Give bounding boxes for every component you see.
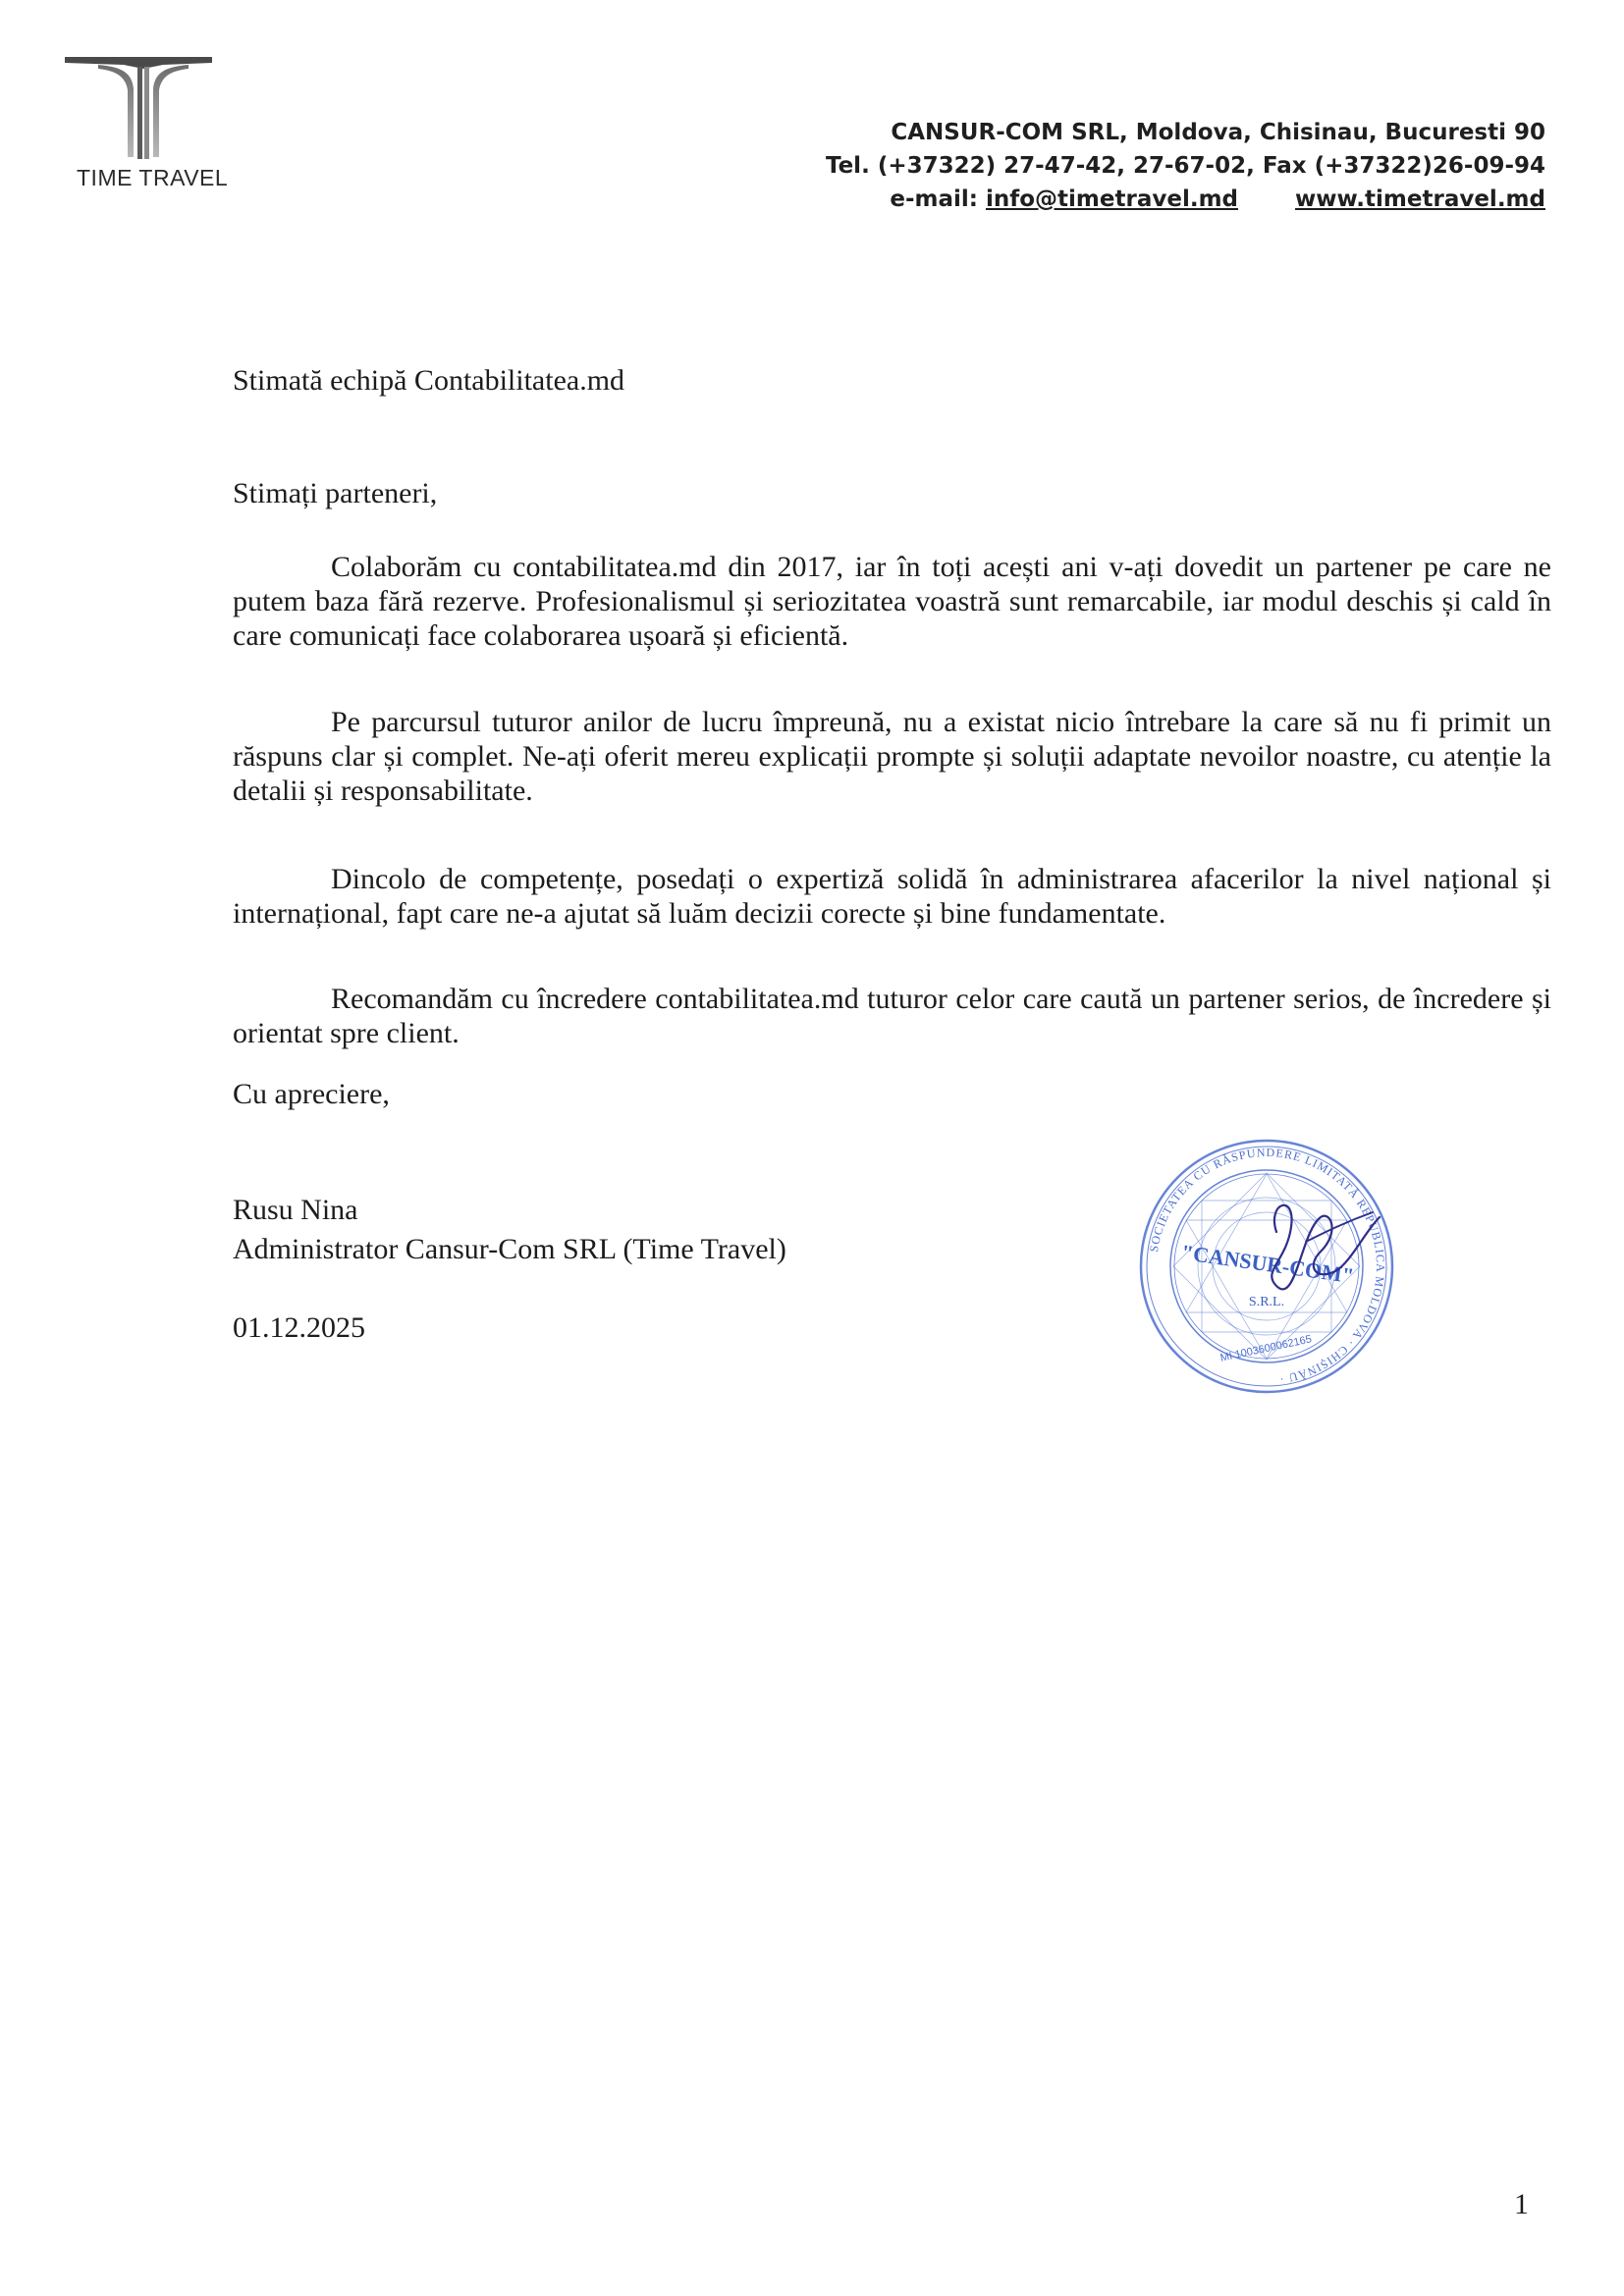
company-logo [65, 55, 229, 202]
closing: Cu apreciere, [233, 1078, 390, 1110]
signatory-role: Administrator Cansur-Com SRL (Time Travel) [233, 1233, 786, 1265]
greeting: Stimați parteneri, [233, 477, 438, 509]
page-number: 1 [1514, 2188, 1529, 2220]
signatory-name: Rusu Nina [233, 1194, 358, 1226]
email-label: e-mail: [890, 187, 978, 212]
paragraph-2: Pe parcursul tuturor anilor de lucru împreună, nu a existat nicio întrebare la care să nu fi primit un răspuns clar și complet. Ne-ați oferit mereu explicații prompte și soluții adaptate nevoilor noastre, cu atenție la detalii și responsabilitate. [233, 706, 1551, 807]
time-travel-logo-icon [65, 55, 222, 163]
company-phones: Tel. (+37322) 27-47-42, 27-67-02, Fax (+37322)26-09-94 [825, 153, 1545, 179]
company-stamp [1129, 1124, 1404, 1409]
paragraph-4: Recomandăm cu încredere contabilitatea.md tuturor celor care caută un partener serios, de încredere și orientat spre client. [233, 983, 1551, 1049]
letter-date: 01.12.2025 [233, 1311, 365, 1344]
paragraph-3: Dincolo de competențe, posedați o expertiză solidă în administrarea afacerilor la nivel național și internațional, fapt care ne-a ajutat să luăm decizii corecte și bine fundamentate. [233, 863, 1551, 930]
logo-text: TIME TRAVEL [77, 165, 229, 190]
svg-text:"CANSUR-COM": "CANSUR-COM" [1179, 1239, 1356, 1289]
svg-text:SOCIETATEA CU RĂSPUNDERE LIMIT: SOCIETATEA CU RĂSPUNDERE LIMITATĂ REPUBLICA MOLDOVA · CHIȘINĂU · [1146, 1145, 1388, 1387]
svg-text:S.R.L.: S.R.L. [1248, 1295, 1285, 1309]
paragraph-1: Colaborăm cu contabilitatea.md din 2017, iar în toți acești ani v-ați dovedit un partener pe care ne putem baza fără rezerve. Profesionalismul și seriozitatea voastră sunt remarcabile, iar modul deschis și cald în care comunicați face colaborarea ușoară și eficientă. [233, 551, 1551, 652]
stamp-icon [1129, 1124, 1404, 1409]
salutation: Stimată echipă Contabilitatea.md [233, 364, 625, 397]
company-address: CANSUR-COM SRL, Moldova, Chisinau, Bucuresti 90 [891, 120, 1545, 145]
letterhead [826, 116, 1545, 216]
email-link[interactable]: info@timetravel.md [985, 187, 1238, 212]
svg-text:MI 1003600062165: MI 1003600062165 [1218, 1333, 1313, 1364]
company-contacts [826, 183, 1545, 216]
website-link[interactable]: www.timetravel.md [1295, 187, 1545, 212]
